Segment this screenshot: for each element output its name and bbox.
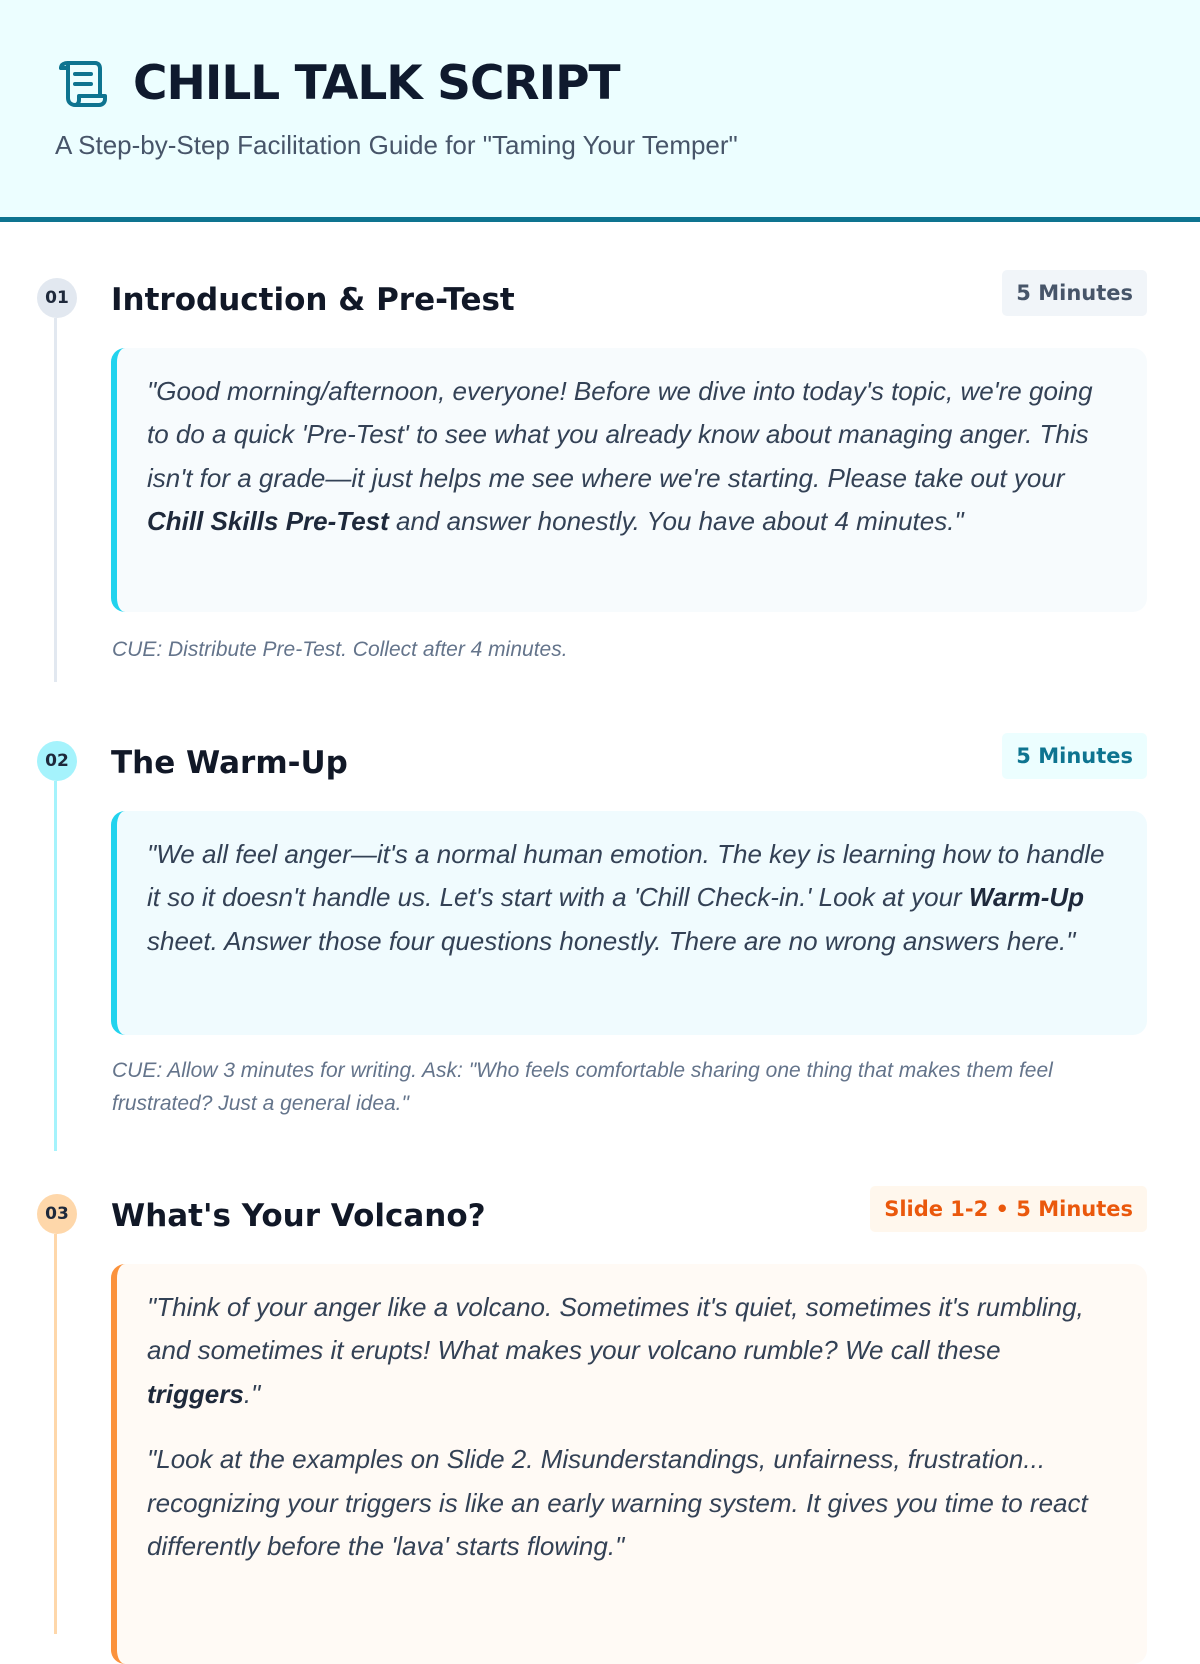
time-badge: 5 Minutes <box>1002 733 1147 779</box>
quote-text-start: "We all feel anger—it's a normal human emotion. The key is learning how to handle it so it doesn't handle us. Let's start with a 'Chill Check-in.' Look at your <box>147 839 1105 913</box>
title-row <box>55 56 1145 112</box>
page-header <box>0 0 1200 222</box>
quote-text-second: "Look at the examples on Slide 2. Misunderstandings, unfairness, frustration... recognizing your triggers is like an early warning system. It gives you time to react differently before the 'lava' starts flowing." <box>147 1444 1088 1562</box>
script-quote <box>111 811 1147 1035</box>
section-title: The Warm-Up <box>111 745 348 781</box>
facilitator-cue: CUE: Distribute Pre-Test. Collect after 4 minutes. <box>112 638 568 661</box>
section-title: Introduction & Pre-Test <box>111 282 515 318</box>
quote-text-start: "Good morning/afternoon, everyone! Before we dive into today's topic, we're going to do a quick 'Pre-Test' to see what you already know about managing anger. This isn't for a grade—it just helps me see where we're starting. Please take out your <box>147 376 1093 493</box>
quote-emphasis: Chill Skills Pre-Test <box>147 506 389 537</box>
scroll-icon <box>55 60 107 108</box>
timeline-line <box>54 1234 57 1634</box>
facilitator-cue: CUE: Allow 3 minutes for writing. Ask: "Who feels comfortable sharing one thing that makes them feel frustrated? Just a general idea." <box>112 1059 1053 1115</box>
script-quote <box>111 348 1147 612</box>
quote-text-end: ." <box>243 1378 261 1409</box>
time-badge: Slide 1-2 • 5 Minutes <box>870 1186 1147 1232</box>
section-title: What's Your Volcano? <box>111 1198 486 1234</box>
timeline-line <box>54 781 57 1151</box>
timeline-line <box>54 318 57 682</box>
time-badge: 5 Minutes <box>1002 270 1147 316</box>
page-subtitle: A Step-by-Step Facilitation Guide for "Taming Your Temper" <box>55 130 738 160</box>
quote-text <box>147 833 1121 963</box>
quote-text-end: sheet. Answer those four questions honestly. There are no wrong answers here." <box>147 925 1076 956</box>
quote-text <box>147 1286 1121 1416</box>
step-number: 01 <box>37 278 77 318</box>
quote-emphasis: triggers <box>147 1378 244 1409</box>
quote-emphasis: Warm-Up <box>968 882 1085 913</box>
script-quote <box>111 1264 1147 1664</box>
quote-text-end: and answer honestly. You have about 4 minutes." <box>388 506 964 537</box>
quote-text-start: "Think of your anger like a volcano. Sometimes it's quiet, sometimes it's rumbling, and sometimes it erupts! What makes your volcano rumble? We call these <box>147 1292 1084 1366</box>
quote-text <box>147 370 1121 544</box>
page-title: CHILL TALK SCRIPT <box>133 56 620 111</box>
step-number: 02 <box>37 741 77 781</box>
step-number: 03 <box>37 1194 77 1234</box>
